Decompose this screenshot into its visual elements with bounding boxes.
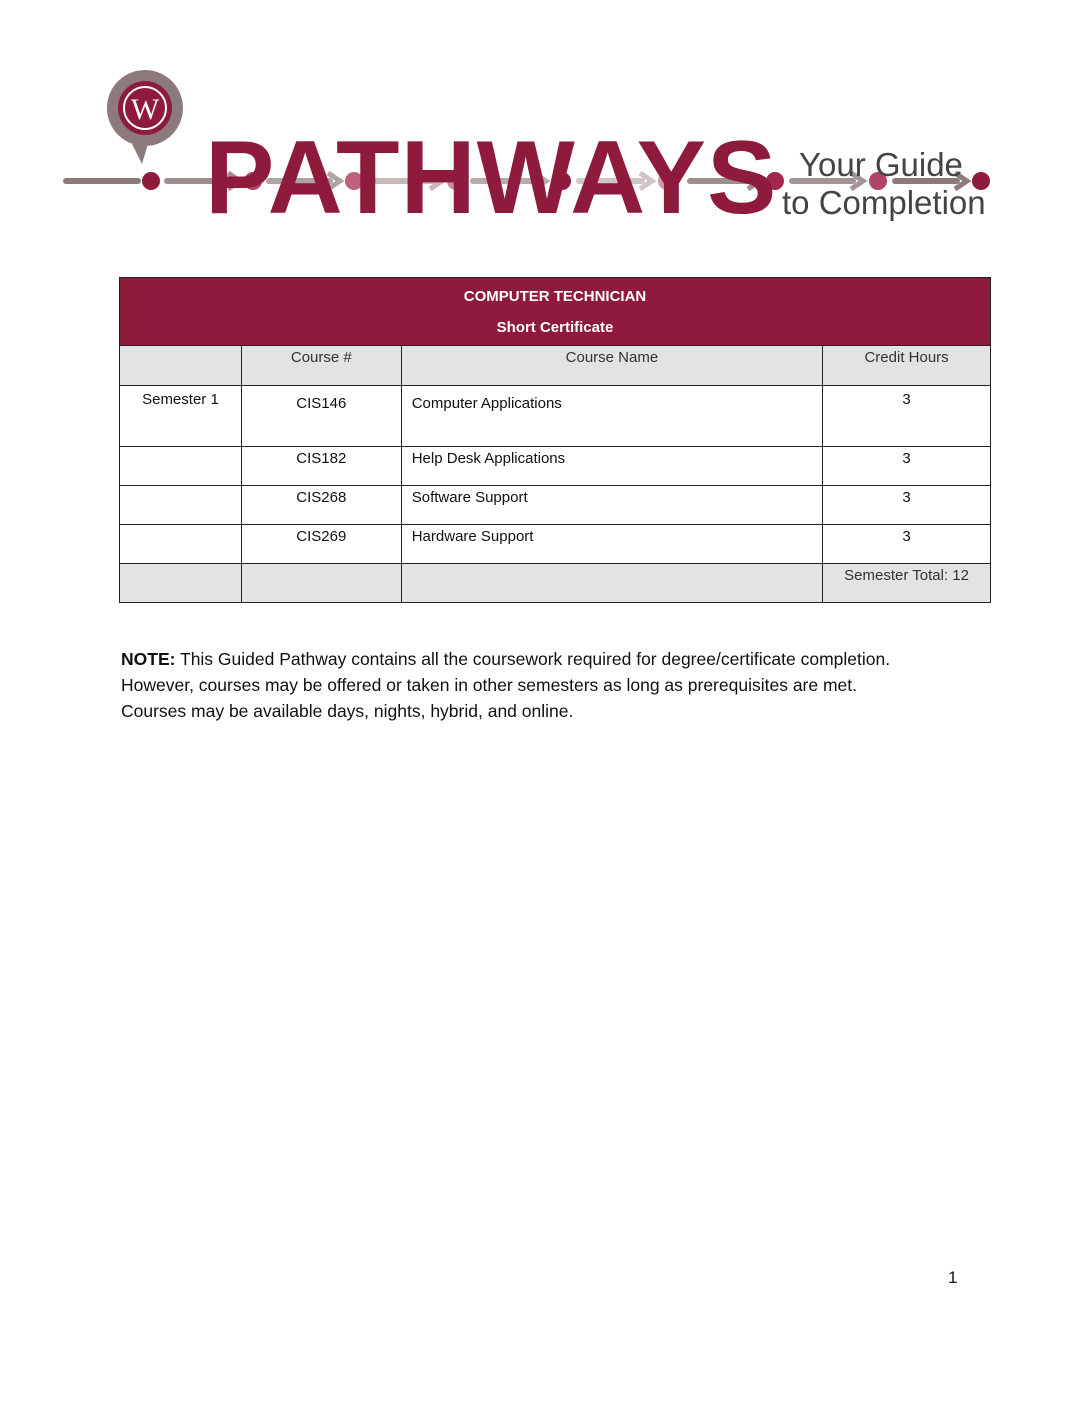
table-title-cell [120, 278, 991, 346]
table-header-row [120, 346, 991, 386]
empty-cell [401, 564, 822, 603]
col-header-course-name: Course Name [401, 346, 822, 386]
course-name: Hardware Support [401, 525, 822, 564]
course-number: CIS146 [241, 386, 401, 447]
table-row [120, 386, 991, 447]
pathway-note [121, 646, 981, 724]
table-row [120, 525, 991, 564]
semester-cell [120, 447, 242, 486]
course-number: CIS269 [241, 525, 401, 564]
page-number: 1 [948, 1268, 958, 1287]
brand-tagline [782, 146, 986, 222]
semester-label: Semester 1 [120, 386, 242, 447]
note-text-1: This Guided Pathway contains all the coursework required for degree/certificate completion. [175, 649, 891, 669]
table-row [120, 486, 991, 525]
tagline-line-2: to Completion [782, 184, 986, 221]
svg-text:W: W [130, 93, 160, 126]
credit-hours: 3 [823, 447, 991, 486]
tagline-line-1: Your Guide [799, 146, 963, 183]
semester-total-row [120, 564, 991, 603]
course-name: Software Support [401, 486, 822, 525]
col-header-semester [120, 346, 242, 386]
note-line-3: Courses may be available days, nights, hybrid, and online. [121, 701, 574, 721]
course-number: CIS182 [241, 447, 401, 486]
brand-wordmark: PATHWAYS [205, 120, 778, 236]
credit-hours: 3 [823, 486, 991, 525]
program-title: COMPUTER TECHNICIAN [463, 288, 647, 305]
empty-cell [241, 564, 401, 603]
note-line-1 [121, 646, 981, 672]
course-number: CIS268 [241, 486, 401, 525]
semester-cell [120, 525, 242, 564]
col-header-course-num: Course # [241, 346, 401, 386]
table-row [120, 447, 991, 486]
semester-total: Semester Total: 12 [823, 564, 991, 603]
credit-hours: 3 [823, 386, 991, 447]
semester-cell [120, 486, 242, 525]
college-pin-icon [107, 70, 183, 164]
table-title-row [120, 278, 991, 346]
course-name: Help Desk Applications [401, 447, 822, 486]
course-name: Computer Applications [401, 386, 822, 447]
note-line-2: However, courses may be offered or taken in other semesters as long as prerequisites are met. [121, 675, 858, 695]
pathways-header [60, 66, 1000, 236]
program-subtitle: Short Certificate [496, 319, 614, 336]
credit-hours: 3 [823, 525, 991, 564]
empty-cell [120, 564, 242, 603]
note-label: NOTE: [121, 649, 176, 669]
course-table [119, 277, 991, 603]
col-header-credit-hours: Credit Hours [823, 346, 991, 386]
